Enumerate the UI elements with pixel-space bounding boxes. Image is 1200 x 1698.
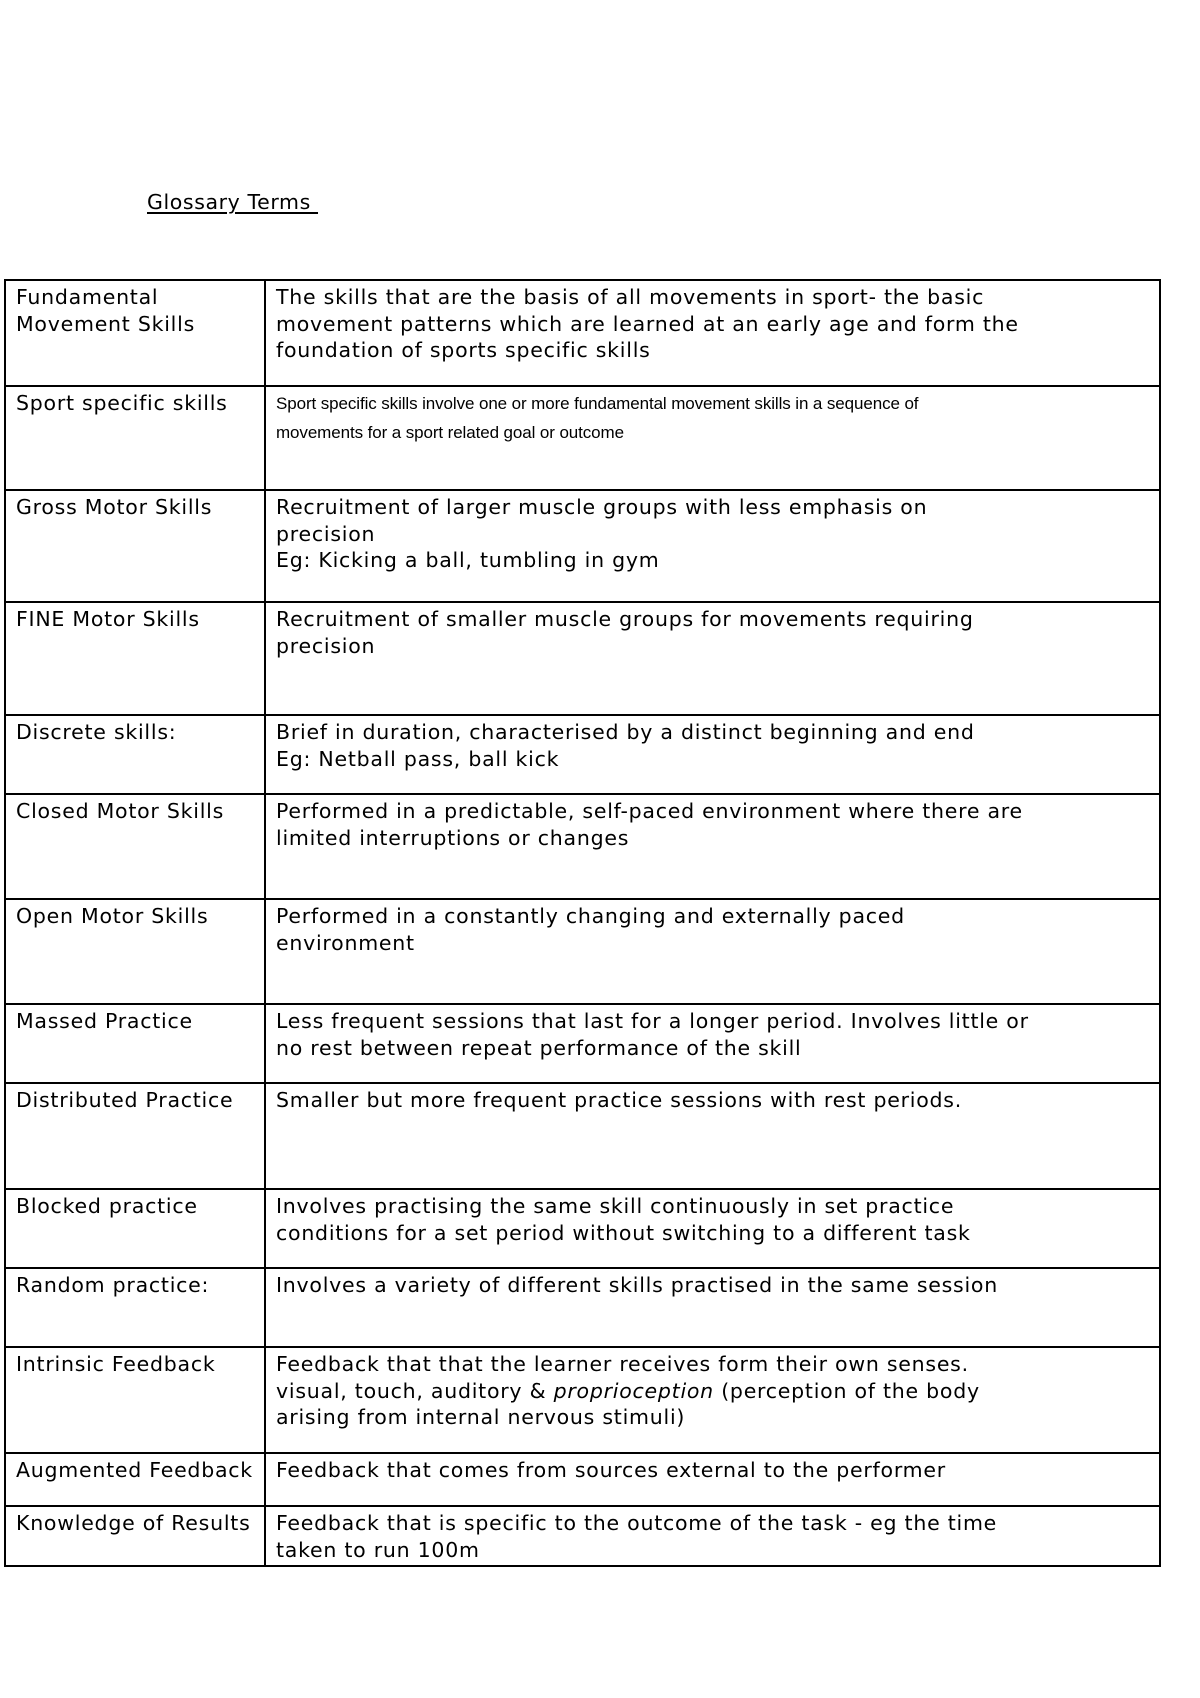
- definition-text: visual, touch, auditory &: [276, 1378, 554, 1403]
- definition-cell: [265, 602, 1160, 715]
- term-cell: Open Motor Skills: [5, 899, 265, 1004]
- definition-line: precision: [276, 633, 376, 658]
- table-row: [5, 1347, 1160, 1453]
- definition-cell: [265, 794, 1160, 899]
- table-row: [5, 1506, 1160, 1566]
- term-cell: Intrinsic Feedback: [5, 1347, 265, 1453]
- definition-line: conditions for a set period without switching to a different task: [276, 1220, 971, 1245]
- definition-cell: [265, 899, 1160, 1004]
- definition-line: Brief in duration, characterised by a distinct beginning and end: [276, 720, 975, 744]
- definition-line: taken to run 100m: [276, 1537, 480, 1562]
- term-cell: Knowledge of Results: [5, 1506, 265, 1566]
- table-row: [5, 602, 1160, 715]
- definition-cell: [265, 386, 1160, 490]
- glossary-table: [4, 279, 1161, 1567]
- table-row: [5, 280, 1160, 386]
- definition-line: The skills that are the basis of all movements in sport- the basic: [276, 285, 985, 309]
- term-cell: Random practice:: [5, 1268, 265, 1347]
- definition-line: Eg: Netball pass, ball kick: [276, 746, 560, 771]
- table-row: [5, 1004, 1160, 1083]
- definition-cell: [265, 490, 1160, 602]
- definition-line: Feedback that comes from sources external to the performer: [276, 1458, 946, 1482]
- definition-line: precision: [276, 521, 376, 546]
- definition-line: environment: [276, 930, 415, 955]
- term-cell: Discrete skills:: [5, 715, 265, 794]
- table-row: [5, 386, 1160, 490]
- term-cell: Closed Motor Skills: [5, 794, 265, 899]
- definition-cell: [265, 1268, 1160, 1347]
- definition-cell: [265, 1189, 1160, 1268]
- table-row: [5, 490, 1160, 602]
- term-cell: Blocked practice: [5, 1189, 265, 1268]
- definition-line: Less frequent sessions that last for a longer period. Involves little or: [276, 1009, 1029, 1033]
- definition-cell: [265, 715, 1160, 794]
- table-row: [5, 1453, 1160, 1506]
- definition-line: Smaller but more frequent practice sessions with rest periods.: [276, 1088, 962, 1112]
- term-cell: Augmented Feedback: [5, 1453, 265, 1506]
- definition-line: Involves a variety of different skills practised in the same session: [276, 1273, 998, 1297]
- table-row: [5, 899, 1160, 1004]
- definition-cell: [265, 1506, 1160, 1566]
- table-row: [5, 794, 1160, 899]
- table-row: [5, 1268, 1160, 1347]
- definition-line: [276, 1378, 1149, 1405]
- term-cell: FINE Motor Skills: [5, 602, 265, 715]
- term-cell: Fundamental Movement Skills: [5, 280, 265, 386]
- definition-line: no rest between repeat performance of the skill: [276, 1035, 802, 1060]
- definition-line: Involves practising the same skill continuously in set practice: [276, 1194, 955, 1218]
- definition-cell: [265, 1083, 1160, 1189]
- emphasized-term: proprioception: [553, 1378, 714, 1403]
- definition-cell: [265, 1347, 1160, 1453]
- definition-cell: [265, 1453, 1160, 1506]
- term-cell: Sport specific skills: [5, 386, 265, 490]
- definition-line: Recruitment of smaller muscle groups for movements requiring: [276, 607, 974, 631]
- definition-line: Recruitment of larger muscle groups with less emphasis on: [276, 495, 928, 519]
- definition-line: foundation of sports specific skills: [276, 338, 651, 362]
- definition-line: Feedback that is specific to the outcome of the task - eg the time: [276, 1511, 998, 1535]
- definition-line: movement patterns which are learned at an early age and form the: [276, 311, 1019, 336]
- definition-line: movements for a sport related goal or outcome: [276, 422, 624, 442]
- definition-line: limited interruptions or changes: [276, 825, 630, 850]
- definition-cell: [265, 1004, 1160, 1083]
- definition-line: Sport specific skills involve one or more fundamental movement skills in a sequence of: [276, 394, 919, 413]
- page-title: Glossary Terms: [147, 190, 319, 214]
- definition-line: arising from internal nervous stimuli): [276, 1405, 686, 1429]
- definition-cell: [265, 280, 1160, 386]
- definition-line: Performed in a constantly changing and externally paced: [276, 904, 905, 928]
- table-row: [5, 1083, 1160, 1189]
- definition-line: Feedback that that the learner receives form their own senses.: [276, 1352, 969, 1376]
- term-cell: Gross Motor Skills: [5, 490, 265, 602]
- definition-text: (perception of the body: [713, 1378, 980, 1403]
- table-row: [5, 715, 1160, 794]
- definition-line: Performed in a predictable, self-paced environment where there are: [276, 799, 1023, 823]
- table-row: [5, 1189, 1160, 1268]
- term-cell: Massed Practice: [5, 1004, 265, 1083]
- term-cell: Distributed Practice: [5, 1083, 265, 1189]
- definition-line: Eg: Kicking a ball, tumbling in gym: [276, 548, 660, 572]
